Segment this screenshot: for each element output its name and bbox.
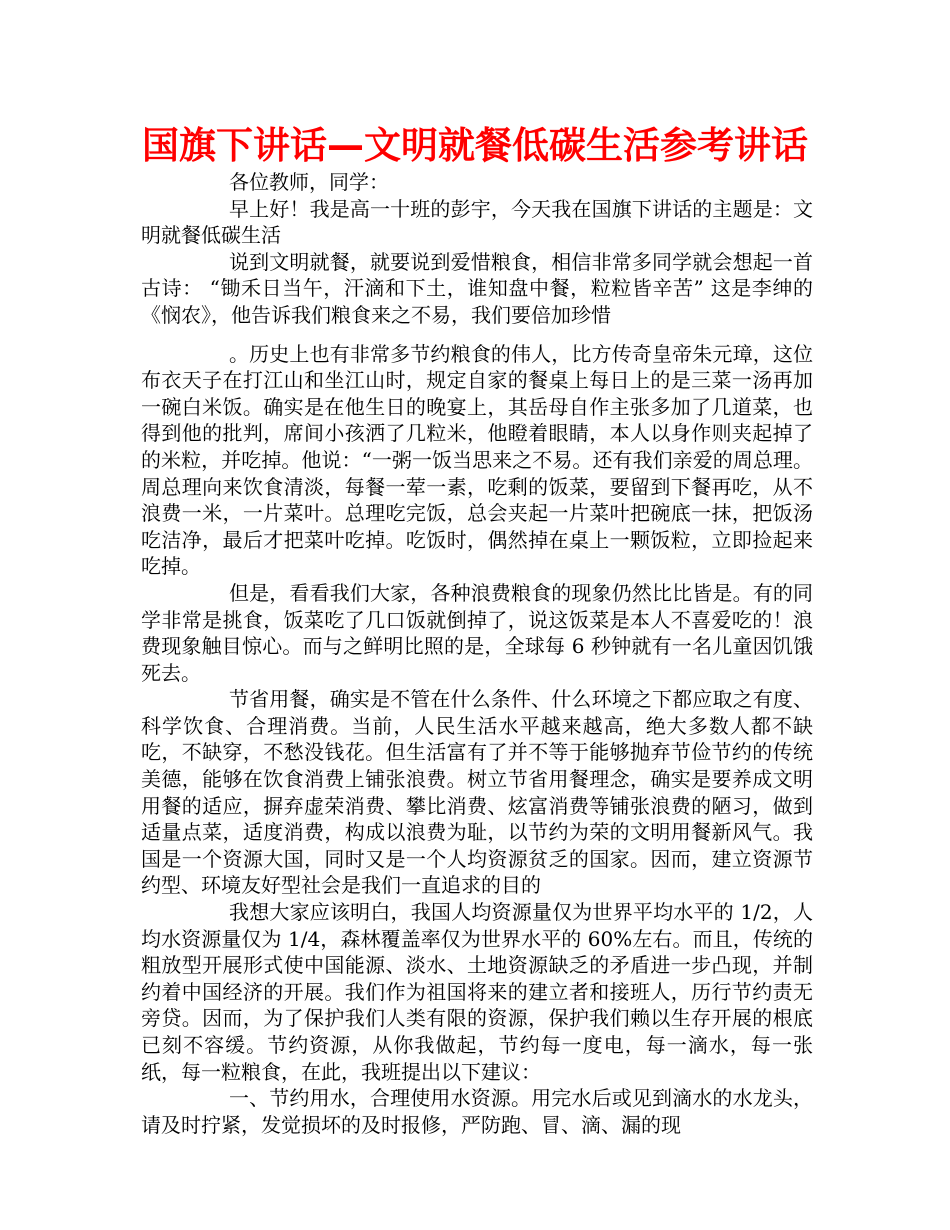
document-title: 国旗下讲话—文明就餐低碳生活参考讲话 [142, 124, 808, 167]
body-paragraph: 节省用餐，确实是不管在什么条件、什么环境之下都应取之有度、科学饮食、合理消费。当前，人民生活水平越来越高，绝大多数人都不缺吃，不缺穿，不愁没钱花。但生活富有了并不等于能够抛弃节俭节约的传统美德，能够在饮食消费上铺张浪费。树立节省用餐理念，确实是要养成文明用餐的适应，摒弃虚荣消费、攀比消费、炫富消费等铺张浪费的陋习，做到适量点菜，适度消费，构成以浪费为耻，以节约为荣的文明用餐新风气。我国是一个资源大国，同时又是一个人均资源贫乏的国家。因而，建立资源节约型、环境友好型社会是我们一直追求的目的 [141, 687, 813, 898]
body-paragraph: 说到文明就餐，就要说到爱惜粮食，相信非常多同学就会想起一首古诗： “锄禾日当午，汗滴和下土，谁知盘中餐，粒粒皆辛苦” 这是李绅的《悯农》，他告诉我们粮食来之不易，我们要倍加珍惜 [141, 249, 813, 327]
body-paragraph: 我想大家应该明白，我国人均资源量仅为世界平均水平的 1/2，人均水资源量仅为 1/4，森林覆盖率仅为世界水平的 60%左右。而且，传统的粗放型开展形式使中国能源、淡水、土地资源缺乏的矛盾进一步凸现，并制约着中国经济的开展。我们作为祖国将来的建立者和接班人，历行节约责无旁贷。因而，为了保护我们人类有限的资源，保护我们赖以生存开展的根底已刻不容缓。节约资源，从你我做起，节约每一度电，每一滴水，每一张纸，每一粒粮食，在此，我班提出以下建议： [141, 900, 813, 1084]
body-paragraph: 。历史上也有非常多节约粮食的伟人，比方传奇皇帝朱元璋，这位布衣天子在打江山和坐江山时，规定自家的餐桌上每日上的是三菜一汤再加一碗白米饭。确实是在他生日的晚宴上，其岳母自作主张多加了几道菜，也得到他的批判，席间小孩洒了几粒米，他瞪着眼睛，本人以身作则夹起掉了的米粒，并吃掉。他说：“一粥一饭当思来之不易。还有我们亲爱的周总理。周总理向来饮食清淡，每餐一荤一素，吃剩的饭菜，要留到下餐再吃，从不浪费一米，一片菜叶。总理吃完饭，总会夹起一片菜叶把碗底一抹，把饭汤吃洁净，最后才把菜叶吃掉。吃饭时，偶然掉在桌上一颗饭粒，立即捡起来吃掉。 [141, 341, 813, 579]
greeting-paragraph: 各位教师，同学： [229, 170, 389, 194]
document-body [141, 169, 813, 1138]
body-paragraph: 早上好！我是高一十班的彭宇，今天我在国旗下讲话的主题是：文明就餐低碳生活 [141, 196, 813, 248]
body-paragraph: 但是，看看我们大家，各种浪费粮食的现象仍然比比皆是。有的同学非常是挑食，饭菜吃了几口饭就倒掉了，说这饭菜是本人不喜爱吃的！浪费现象触目惊心。而与之鲜明比照的是，全球每 6 秒钟就有一名儿童因饥饿死去。 [141, 580, 813, 685]
body-paragraph: 一、节约用水，合理使用水资源。用完水后或见到滴水的水龙头，请及时拧紧，发觉损坏的及时报修，严防跑、冒、滴、漏的现 [141, 1086, 813, 1137]
